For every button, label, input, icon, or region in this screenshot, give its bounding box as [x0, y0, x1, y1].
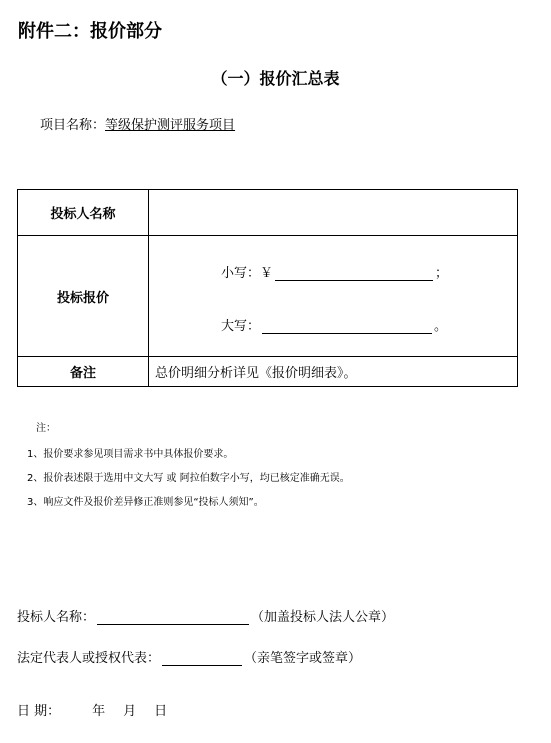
table-title: （一）报价汇总表: [211, 69, 340, 88]
note-item-3: 3、响应文件及报价差异修正准则参见“投标人须知”。: [27, 497, 264, 508]
representative-label: 法定代表人或授权代表：: [17, 651, 161, 666]
quote-summary-table: [17, 189, 518, 387]
project-name-label: 项目名称：: [40, 118, 106, 133]
project-name-line: [40, 114, 235, 133]
representative-line: [17, 647, 361, 666]
date-month: 月: [123, 704, 137, 719]
remark-label: 备注: [18, 357, 149, 387]
date-label: 日 期：: [17, 704, 61, 719]
page-heading: 附件二：报价部分: [18, 21, 162, 42]
bidder-name-field[interactable]: [149, 190, 518, 236]
big-amount-end: 。: [434, 319, 448, 334]
quote-label: 投标报价: [18, 236, 149, 357]
bidder-signature-line: [17, 606, 394, 625]
small-amount-field[interactable]: [275, 266, 433, 281]
note-item-1: 1、报价要求参见项目需求书中具体报价要求。: [27, 449, 234, 460]
remark-text: 总价明细分析详见《报价明细表》。: [149, 357, 518, 387]
date-line: [17, 700, 167, 719]
bidder-signature-label: 投标人名称：: [17, 610, 96, 625]
notes-title: 注：: [36, 423, 56, 434]
representative-suffix: （亲笔签字或签章）: [244, 651, 362, 666]
big-amount-line: [221, 315, 447, 334]
date-year: 年: [92, 704, 106, 719]
representative-field[interactable]: [162, 651, 242, 666]
note-item-2: 2、报价表述限于选用中文大写 或 阿拉伯数字小写，均已核定准确无误。: [27, 473, 350, 484]
big-amount-label: 大写：: [221, 319, 261, 334]
small-amount-line: [221, 262, 448, 281]
bidder-name-label: 投标人名称: [18, 190, 149, 236]
quote-amount-cell: [149, 236, 518, 357]
bidder-signature-suffix: （加盖投标人法人公章）: [251, 610, 395, 625]
small-amount-label: 小写：￥: [221, 266, 274, 281]
date-day: 日: [154, 704, 168, 719]
big-amount-field[interactable]: [262, 319, 432, 334]
small-amount-end: ；: [435, 266, 449, 281]
bidder-signature-field[interactable]: [97, 610, 249, 625]
project-name-value: 等级保护测评服务项目: [105, 118, 236, 133]
